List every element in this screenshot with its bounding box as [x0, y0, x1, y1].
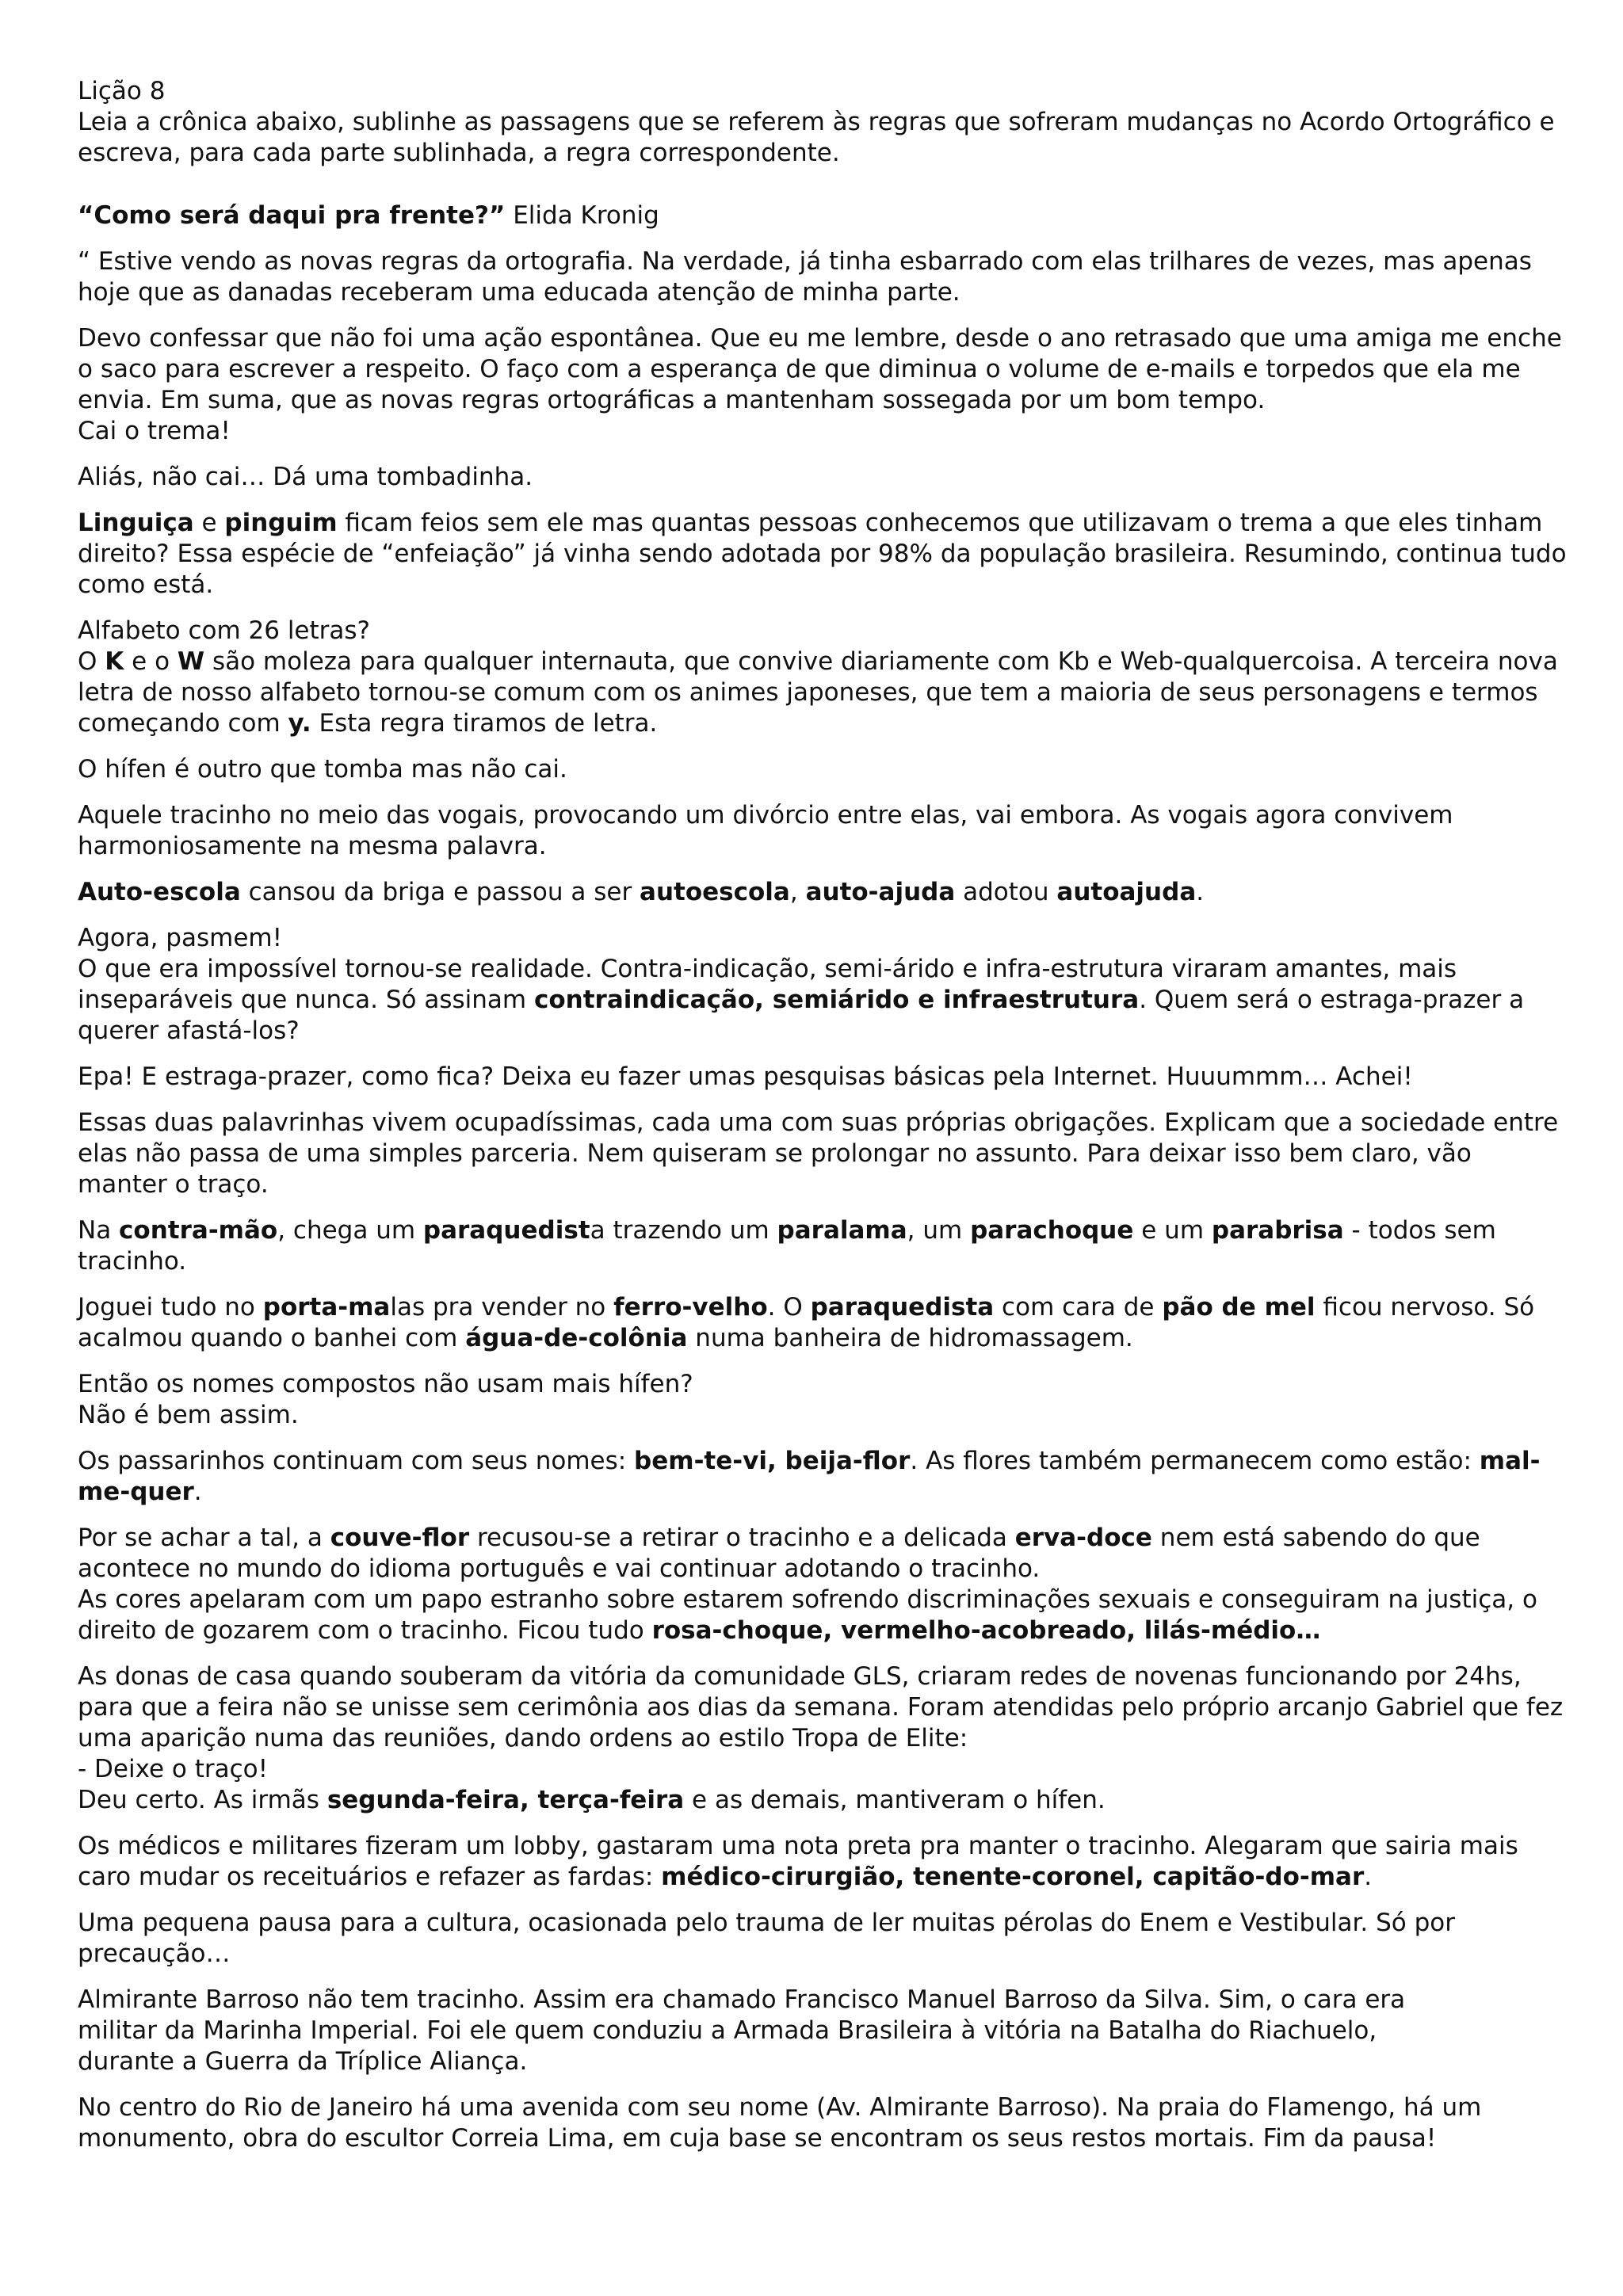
chronicle-paragraph [78, 462, 1568, 493]
text-run: - Deixe o traço! [78, 1755, 269, 1783]
text-run: O que era impossível tornou-se realidade. Contra-indicação, semi-árido e infra-estrutura viraram amantes, mais inseparáveis que nunca. Só assinam [78, 955, 1457, 1014]
text-run: Então os nomes compostos não usam mais hífen? [78, 1370, 693, 1398]
text-run: Joguei tudo no [78, 1293, 263, 1322]
bold-term: pinguim [224, 509, 338, 537]
text-run: . [193, 1478, 202, 1506]
bold-term: erva-doce [1014, 1524, 1152, 1552]
bold-term: paraquedista [810, 1293, 995, 1322]
text-run: Almirante Barroso não tem tracinho. Assim era chamado Francisco Manuel Barroso da Silva. Sim, o cara era [78, 1985, 1406, 2014]
chronicle-paragraph [78, 246, 1568, 308]
text-run: . Quem será o estraga-prazer a querer afastá-los? [78, 986, 1525, 1045]
chronicle-paragraph [78, 616, 1568, 739]
chronicle-paragraph [78, 1369, 1568, 1431]
text-run: Esta regra tiramos de letra. [311, 709, 658, 738]
chronicle-paragraph [78, 1985, 1568, 2077]
chronicle-paragraph [78, 1446, 1568, 1508]
text-run: Essas duas palavrinhas vivem ocupadíssimas, cada uma com suas próprias obrigações. Explicam que a sociedade entre elas não passa de uma simples parceria. Nem quiseram se prolongar no assunto. Para deixar isso bem claro, vão manter o traço. [78, 1108, 1559, 1199]
text-run: , chega um [277, 1216, 423, 1245]
text-run: recusou-se a retirar o tracinho e a delicada [469, 1524, 1015, 1552]
text-run: . O [767, 1293, 811, 1322]
text-run: nem está sabendo do que acontece no mundo do idioma português e vai continuar adotando o tracinho. [78, 1524, 1480, 1583]
bold-term: autoescola [640, 878, 790, 906]
text-run: , [789, 878, 806, 906]
text-run: durante a Guerra da Tríplice Aliança. [78, 2047, 528, 2076]
text-run: Os médicos e militares fizeram um lobby, gastaram uma nota preta pra manter o tracinho. Alegaram que sairia mais caro mudar os receituários e refazer as fardas: [78, 1832, 1518, 1891]
text-run: Epa! E estraga-prazer, como fica? Deixa eu fazer umas pesquisas básicas pela Internet. Huuummm… Achei! [78, 1062, 1413, 1091]
text-run: O hífen é outro que tomba mas não cai. [78, 755, 567, 784]
chronicle-paragraph [78, 1908, 1568, 1970]
text-run: “ Estive vendo as novas regras da ortografia. Na verdade, já tinha esbarrado com elas trilhares de vezes, mas apenas hoje que as danadas receberam uma educada atenção de minha parte. [78, 247, 1532, 307]
text-run: . [1364, 1863, 1373, 1891]
text-run: - todos sem tracinho. [78, 1216, 1496, 1276]
text-run: ficou nervoso. Só acalmou quando o banhei com [78, 1293, 1535, 1352]
bold-term: K [105, 647, 124, 676]
lesson-title: Lição 8 [78, 77, 166, 105]
chronicle-paragraph [78, 1292, 1568, 1354]
instructions-text: Leia a crônica abaixo, sublinhe as passagens que se referem às regras que sofreram mudanças no Acordo Ortográfico e escreva, para cada parte sublinhada, a regra correspondente. [78, 108, 1555, 167]
bold-term: parabrisa [1211, 1216, 1344, 1245]
text-run: O [78, 647, 105, 676]
text-run: numa banheira de hidromassagem. [687, 1324, 1133, 1352]
bold-term: bem-te-vi, beija-flor [634, 1447, 911, 1475]
chronicle-paragraph [78, 800, 1568, 862]
bold-term: contra-mão [119, 1216, 278, 1245]
text-run: militar da Marinha Imperial. Foi ele quem conduziu a Armada Brasileira à vitória na Batalha do Riachuelo, [78, 2016, 1377, 2045]
text-run: Aquele tracinho no meio das vogais, provocando um divórcio entre elas, vai embora. As vogais agora convivem harmoniosamente na mesma palavra. [78, 801, 1453, 860]
chronicle-paragraph [78, 1831, 1568, 1893]
bold-term: segunda-feira, terça-feira [327, 1786, 685, 1814]
text-run: . As flores também permanecem como estão: [910, 1447, 1480, 1475]
text-run: As cores apelaram com um papo estranho sobre estarem sofrendo discriminações sexuais e conseguiram na justiça, o direito de gozarem com o tracinho. Ficou tudo [78, 1585, 1537, 1645]
chronicle-paragraph [78, 877, 1568, 908]
text-run: , um [907, 1216, 971, 1245]
chronicle-body [78, 246, 1568, 2154]
text-run: Aliás, não cai… Dá uma tombadinha. [78, 463, 533, 491]
bold-term: parachoque [970, 1216, 1134, 1245]
text-run: No centro do Rio de Janeiro há uma avenida com seu nome (Av. Almirante Barroso). Na praia do Flamengo, há um monumento, obra do escultor Correia Lima, em cuja base se encontram os seus restos mortais. Fim da pausa! [78, 2093, 1482, 2153]
text-run: com cara de [994, 1293, 1163, 1322]
bold-term: auto-ajuda [805, 878, 956, 906]
text-run: e [193, 509, 225, 537]
text-run: são moleza para qualquer internauta, que convive diariamente com Kb e Web-qualquercoisa. A terceira nova letra de nosso alfabeto tornou-se comum com os animes japoneses, que tem a maioria de seus personagens e termos começando com [78, 647, 1558, 738]
text-run: e um [1133, 1216, 1212, 1245]
bold-term: couve-flor [330, 1524, 470, 1552]
chronicle-title: “Como será daqui pra frente?” [78, 201, 506, 230]
bold-term: médico-cirurgião, tenente-coronel, capitão-do-mar [661, 1863, 1365, 1891]
bold-term: Linguiça [78, 509, 194, 537]
document-page [78, 76, 1568, 2169]
text-run: Não é bem assim. [78, 1401, 299, 1429]
text-run: las pra vender no [390, 1293, 614, 1322]
bold-term: Auto-escola [78, 878, 241, 906]
text-run: Cai o trema! [78, 417, 231, 445]
bold-term: y. [288, 709, 311, 738]
chronicle-paragraph [78, 1108, 1568, 1200]
chronicle-paragraph [78, 2092, 1568, 2154]
text-run: e o [124, 647, 178, 676]
text-run: ficam feios sem ele mas quantas pessoas conhecemos que utilizavam o trema a que eles tinham direito? Essa espécie de “enfeiação” já vinha sendo adotada por 98% da população brasileira. Resumindo, continua tudo como está. [78, 509, 1567, 599]
chronicle-paragraph [78, 1215, 1568, 1277]
chronicle-paragraph [78, 1062, 1568, 1093]
text-run: Deu certo. As irmãs [78, 1786, 327, 1814]
bold-term: pão de mel [1162, 1293, 1316, 1322]
text-run: Por se achar a tal, a [78, 1524, 330, 1552]
chronicle-paragraph [78, 1661, 1568, 1816]
chronicle-paragraph [78, 754, 1568, 785]
bold-term: rosa-choque, vermelho-acobreado, lilás-médio… [651, 1616, 1321, 1645]
chronicle-heading [78, 200, 1568, 231]
text-run: Uma pequena pausa para a cultura, ocasionada pelo trauma de ler muitas pérolas do Enem e Vestibular. Só por precaução… [78, 1909, 1455, 1968]
chronicle-author: Elida Kronig [513, 201, 659, 230]
text-run: Devo confessar que não foi uma ação espontânea. Que eu me lembre, desde o ano retrasado que uma amiga me enche o saco para escrever a respeito. O faço com a esperança de que diminua o volume de e-mails e torpedos que ela me envia. Em suma, que as novas regras ortográficas a mantenham sossegada por um bom tempo. [78, 324, 1562, 414]
bold-term: contraindicação, semiárido e infraestrutura [533, 986, 1140, 1014]
bold-term: paraquedist [422, 1216, 590, 1245]
text-run: Agora, pasmem! [78, 924, 283, 952]
bold-term: paralama [777, 1216, 907, 1245]
text-run: cansou da briga e passou a ser [240, 878, 640, 906]
text-run: adotou [955, 878, 1057, 906]
bold-term: mal-me-quer [78, 1447, 1541, 1506]
text-run: a trazendo um [590, 1216, 777, 1245]
bold-term: autoajuda [1056, 878, 1197, 906]
bold-term: porta-ma [262, 1293, 391, 1322]
bold-term: W [177, 647, 205, 676]
chronicle-paragraph [78, 508, 1568, 601]
chronicle-paragraph [78, 923, 1568, 1047]
bold-term: ferro-velho [613, 1293, 768, 1322]
chronicle-paragraph [78, 323, 1568, 447]
text-run: . [1196, 878, 1205, 906]
bold-term: água-de-colônia [465, 1324, 688, 1352]
text-run: e as demais, mantiveram o hífen. [684, 1786, 1106, 1814]
text-run: Na [78, 1216, 120, 1245]
chronicle-paragraph [78, 1523, 1568, 1646]
text-run: Os passarinhos continuam com seus nomes: [78, 1447, 635, 1475]
text-run: As donas de casa quando souberam da vitória da comunidade GLS, criaram redes de novenas funcionando por 24hs, para que a feira não se unisse sem cerimônia aos dias da semana. Foram atendidas pelo próprio arcanjo Gabriel que fez uma aparição numa das reuniões, dando ordens ao estilo Tropa de Elite: [78, 1662, 1564, 1753]
text-run: Alfabeto com 26 letras? [78, 616, 371, 645]
